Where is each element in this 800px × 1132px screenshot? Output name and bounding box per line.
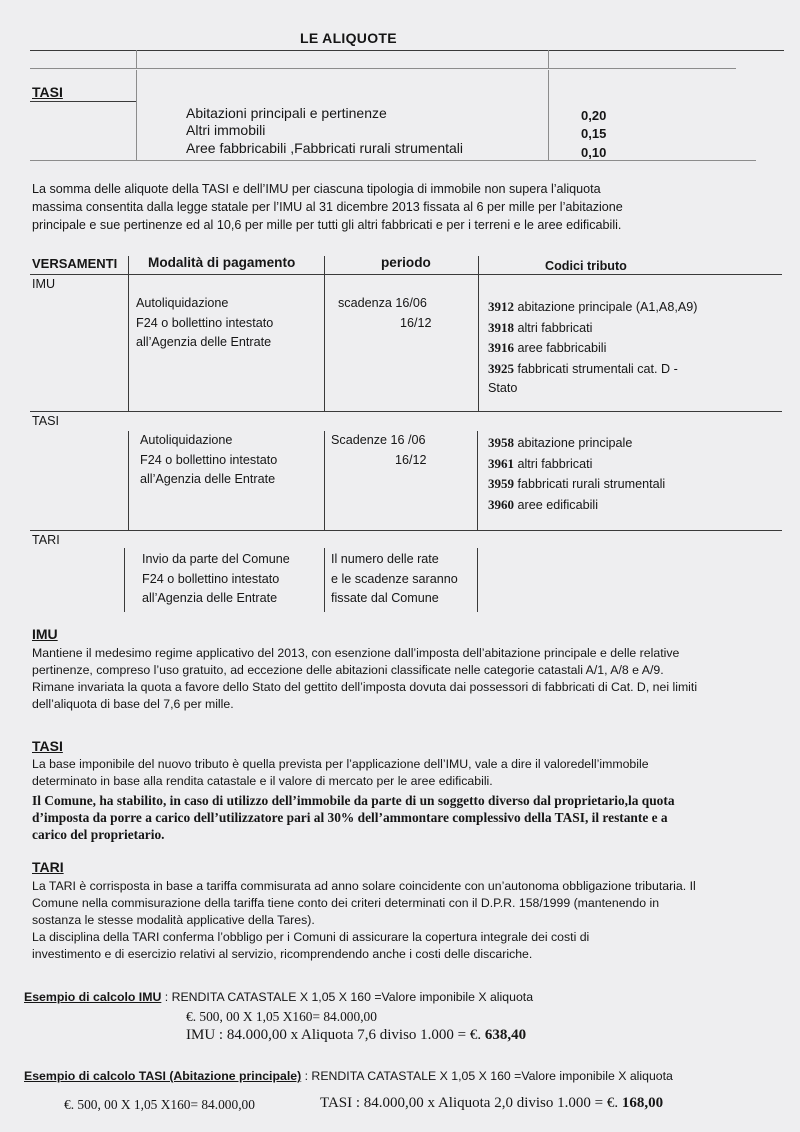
paragraph-line: Comune nella commisurazione della tariffa tiene conto dei criteri determinati con il D.P.R. 158/1999 (mantenendo in [32,896,660,910]
cell-line: all’Agenzia delle Entrate [136,335,272,349]
paragraph-line: La disciplina della TARI conferma l’obbligo per i Comuni di assicurare la copertura integrale dei costi di [32,930,590,944]
tax-code-item [488,474,665,495]
title-divider-2 [548,50,549,69]
table-row-label-tasi: TASI [32,414,60,428]
table-col-divider [477,431,478,531]
cell-line: e le scadenze saranno [331,571,458,586]
example-imu-formula [24,990,533,1004]
tax-code-desc: aree fabbricabili [514,341,607,355]
table-col-divider [324,431,325,531]
table-col-divider [324,548,325,612]
cell-line: Scadenze 16 /06 [331,433,426,447]
paragraph-line: sostanza le stesse modalità applicative della Tares). [32,913,315,927]
tax-code-item [488,297,697,318]
paragraph-line: carico del proprietario. [32,827,165,842]
paragraph-line: d’imposta da porre a carico dell’utilizzatore pari al 30% dell’ammontare complessivo della TASI, il restante e a [32,810,668,825]
tasi-rates-divider-2 [548,70,549,160]
table-row-rule [30,411,782,412]
tasi-rates-underline [30,101,136,102]
table-header-modalita: Modalità di pagamento [148,255,296,270]
table-col-divider [128,431,129,531]
cell-line: F24 o bollettino intestato [140,452,278,467]
tax-code: 3960 [488,496,514,512]
paragraph-line: investimento e di esercizio relativi al servizio, ricomprendendo anche i costi delle discariche. [32,947,533,961]
tasi-bold-paragraph [32,792,782,843]
cell-line: Il numero delle rate [331,552,439,566]
intro-line: La somma delle aliquote della TASI e dell’IMU per ciascuna tipologia di immobile non supera l’aliquota [32,182,601,196]
cell-line: scadenza 16/06 [338,296,427,310]
example-imu-calc: IMU : 84.000,00 x Aliquota 7,6 diviso 1.000 = €. [186,1027,482,1043]
title-underline [30,50,784,51]
table-col-divider [128,256,129,412]
intro-paragraph [32,180,752,234]
title-divider-1 [136,50,137,69]
example-tasi-step2 [320,1095,663,1112]
example-imu-formula-text: : RENDITA CATASTALE X 1,05 X 160 =Valore imponibile X aliquota [161,990,534,1004]
paragraph-line: determinato in base alla rendita catastale e il valore di mercato per le aree edificabili. [32,774,493,788]
tax-code-desc: aree edificabili [514,497,599,512]
table-cell-modalita-tasi [140,431,277,490]
rate-label-abitazioni: Abitazioni principali e pertinenze [186,105,387,121]
cell-line: Autoliquidazione [136,296,229,310]
table-row-label-tari: TARI [32,533,60,547]
rate-value-altri: 0,15 [581,126,607,141]
table-cell-periodo-imu [338,294,432,333]
tax-code: 3961 [488,455,514,471]
tax-code-item [488,433,665,454]
tax-code-desc: fabbricati strumentali cat. D - [514,361,678,376]
table-col-divider [477,548,478,612]
example-imu-label: Esempio di calcolo IMU [24,990,162,1004]
paragraph-line: Rimane invariata la quota a favore dello Stato del gettito dell’imposta dovuta dai possessori di fabbricati di Cat. D, nei limiti [32,680,698,694]
rate-label-aree: Aree fabbricabili ,Fabbricati rurali strumentali [186,140,463,156]
tax-code-item [488,495,665,516]
table-row-rule [30,530,782,531]
intro-line: principale e sue pertinenze ed al 10,6 per mille per tutti gli altri fabbricati e per i terreni e le aree edificabili. [32,218,622,232]
cell-line: F24 o bollettino intestato [142,571,280,586]
page-title: LE ALIQUOTE [300,30,397,46]
tax-code-desc: fabbricati rurali strumentali [514,477,666,491]
tax-code: 3925 [488,360,514,376]
table-col-divider [324,256,325,412]
tari-heading: TARI [32,859,64,875]
rate-value-aree: 0,10 [581,145,607,160]
example-imu-step1: €. 500, 00 X 1,05 X160= 84.000,00 [186,1009,377,1024]
tasi-heading: TASI [32,738,63,754]
table-cell-codici-tasi [488,433,665,515]
tax-code-item [488,359,697,380]
table-header-codici: Codici tributo [545,259,627,273]
cell-line: all’Agenzia delle Entrate [142,591,278,605]
tax-code: 3959 [488,476,514,491]
paragraph-line: La base imponibile del nuovo tributo è quella prevista per l’applicazione dell’IMU, vale a dire il valoredell’immobile [32,757,649,771]
imu-paragraph [32,645,782,713]
cell-line: all’Agenzia delle Entrate [140,472,276,486]
example-tasi-formula-text: : RENDITA CATASTALE X 1,05 X 160 =Valore imponibile X aliquota [301,1069,673,1083]
cell-line: Autoliquidazione [140,433,233,447]
tax-code: 3958 [488,435,514,450]
table-col-divider [478,256,479,412]
tax-code: 3918 [488,319,514,335]
table-cell-modalita-tari [142,550,290,609]
tax-code: 3916 [488,340,514,355]
example-tasi-step1: €. 500, 00 X 1,05 X160= 84.000,00 [64,1097,255,1112]
table-row-label-imu: IMU [32,277,56,291]
tax-code-item [488,379,697,399]
table-header-versamenti: VERSAMENTI [32,256,118,271]
tax-code-desc: altri fabbricati [514,456,593,471]
example-tasi-formula [24,1069,673,1083]
paragraph-line: La TARI è corrisposta in base a tariffa commisurata ad anno solare coincidente con un’autonoma obbligazione tributaria. Il [32,879,696,893]
rate-label-altri: Altri immobili [186,122,266,138]
tax-code-item [488,454,665,475]
tax-code-desc: abitazione principale (A1,A8,A9) [514,300,698,314]
tax-code-desc: abitazione principale [514,436,633,450]
tax-code-desc: altri fabbricati [514,320,593,335]
paragraph-line: dell’aliquota di base del 7,6 per mille. [32,697,234,711]
intro-line: massima consentita dalla legge statale per l’IMU al 31 dicembre 2013 fissata al 6 per mille per l’abitazione [32,200,623,214]
tax-code-item [488,338,697,359]
paragraph-line: Il Comune, ha stabilito, in caso di utilizzo dell’immobile da parte di un soggetto diverso dal proprietario,la quota [32,793,675,808]
example-tasi-label: Esempio di calcolo TASI (Abitazione principale) [24,1069,302,1083]
paragraph-line: pertinenze, compreso l’uso gratuito, ad eccezione delle abitazioni classificate nelle categorie catastali A/1, A/8 e A/9. [32,663,664,677]
table-col-divider [124,548,125,612]
imu-heading: IMU [32,626,58,642]
tax-code: 3912 [488,299,514,314]
cell-line: F24 o bollettino intestato [136,315,274,330]
table-header-rule [30,274,782,275]
example-imu-step2 [186,1027,526,1044]
tari-paragraph [32,878,782,963]
paragraph-line: Mantiene il medesimo regime applicativo del 2013, con esenzione dall’imposta dell’abitazione principale e delle relative [32,646,680,660]
cell-line: fissate dal Comune [331,591,439,605]
example-imu-result: 638,40 [484,1027,527,1043]
tax-code-desc: Stato [488,381,518,395]
tasi-rates-heading: TASI [32,84,63,100]
example-tasi-calc: TASI : 84.000,00 x Aliquota 2,0 diviso 1.000 = €. [320,1095,619,1111]
tasi-paragraph [32,756,782,790]
example-tasi-result: 168,00 [621,1095,664,1111]
cell-line: 16/12 [400,315,432,330]
rate-value-abitazioni: 0,20 [581,108,607,123]
table-cell-modalita-imu [136,294,273,353]
cell-line: 16/12 [395,452,427,467]
table-cell-codici-imu [488,297,697,399]
tasi-rates-bottom-rule [30,160,756,161]
table-cell-periodo-tari [331,550,458,609]
table-cell-periodo-tasi [331,431,427,470]
table-header-periodo: periodo [381,255,431,270]
tax-code-item [488,318,697,339]
tasi-rates-divider-1 [136,70,137,160]
cell-line: Invio da parte del Comune [142,552,290,566]
